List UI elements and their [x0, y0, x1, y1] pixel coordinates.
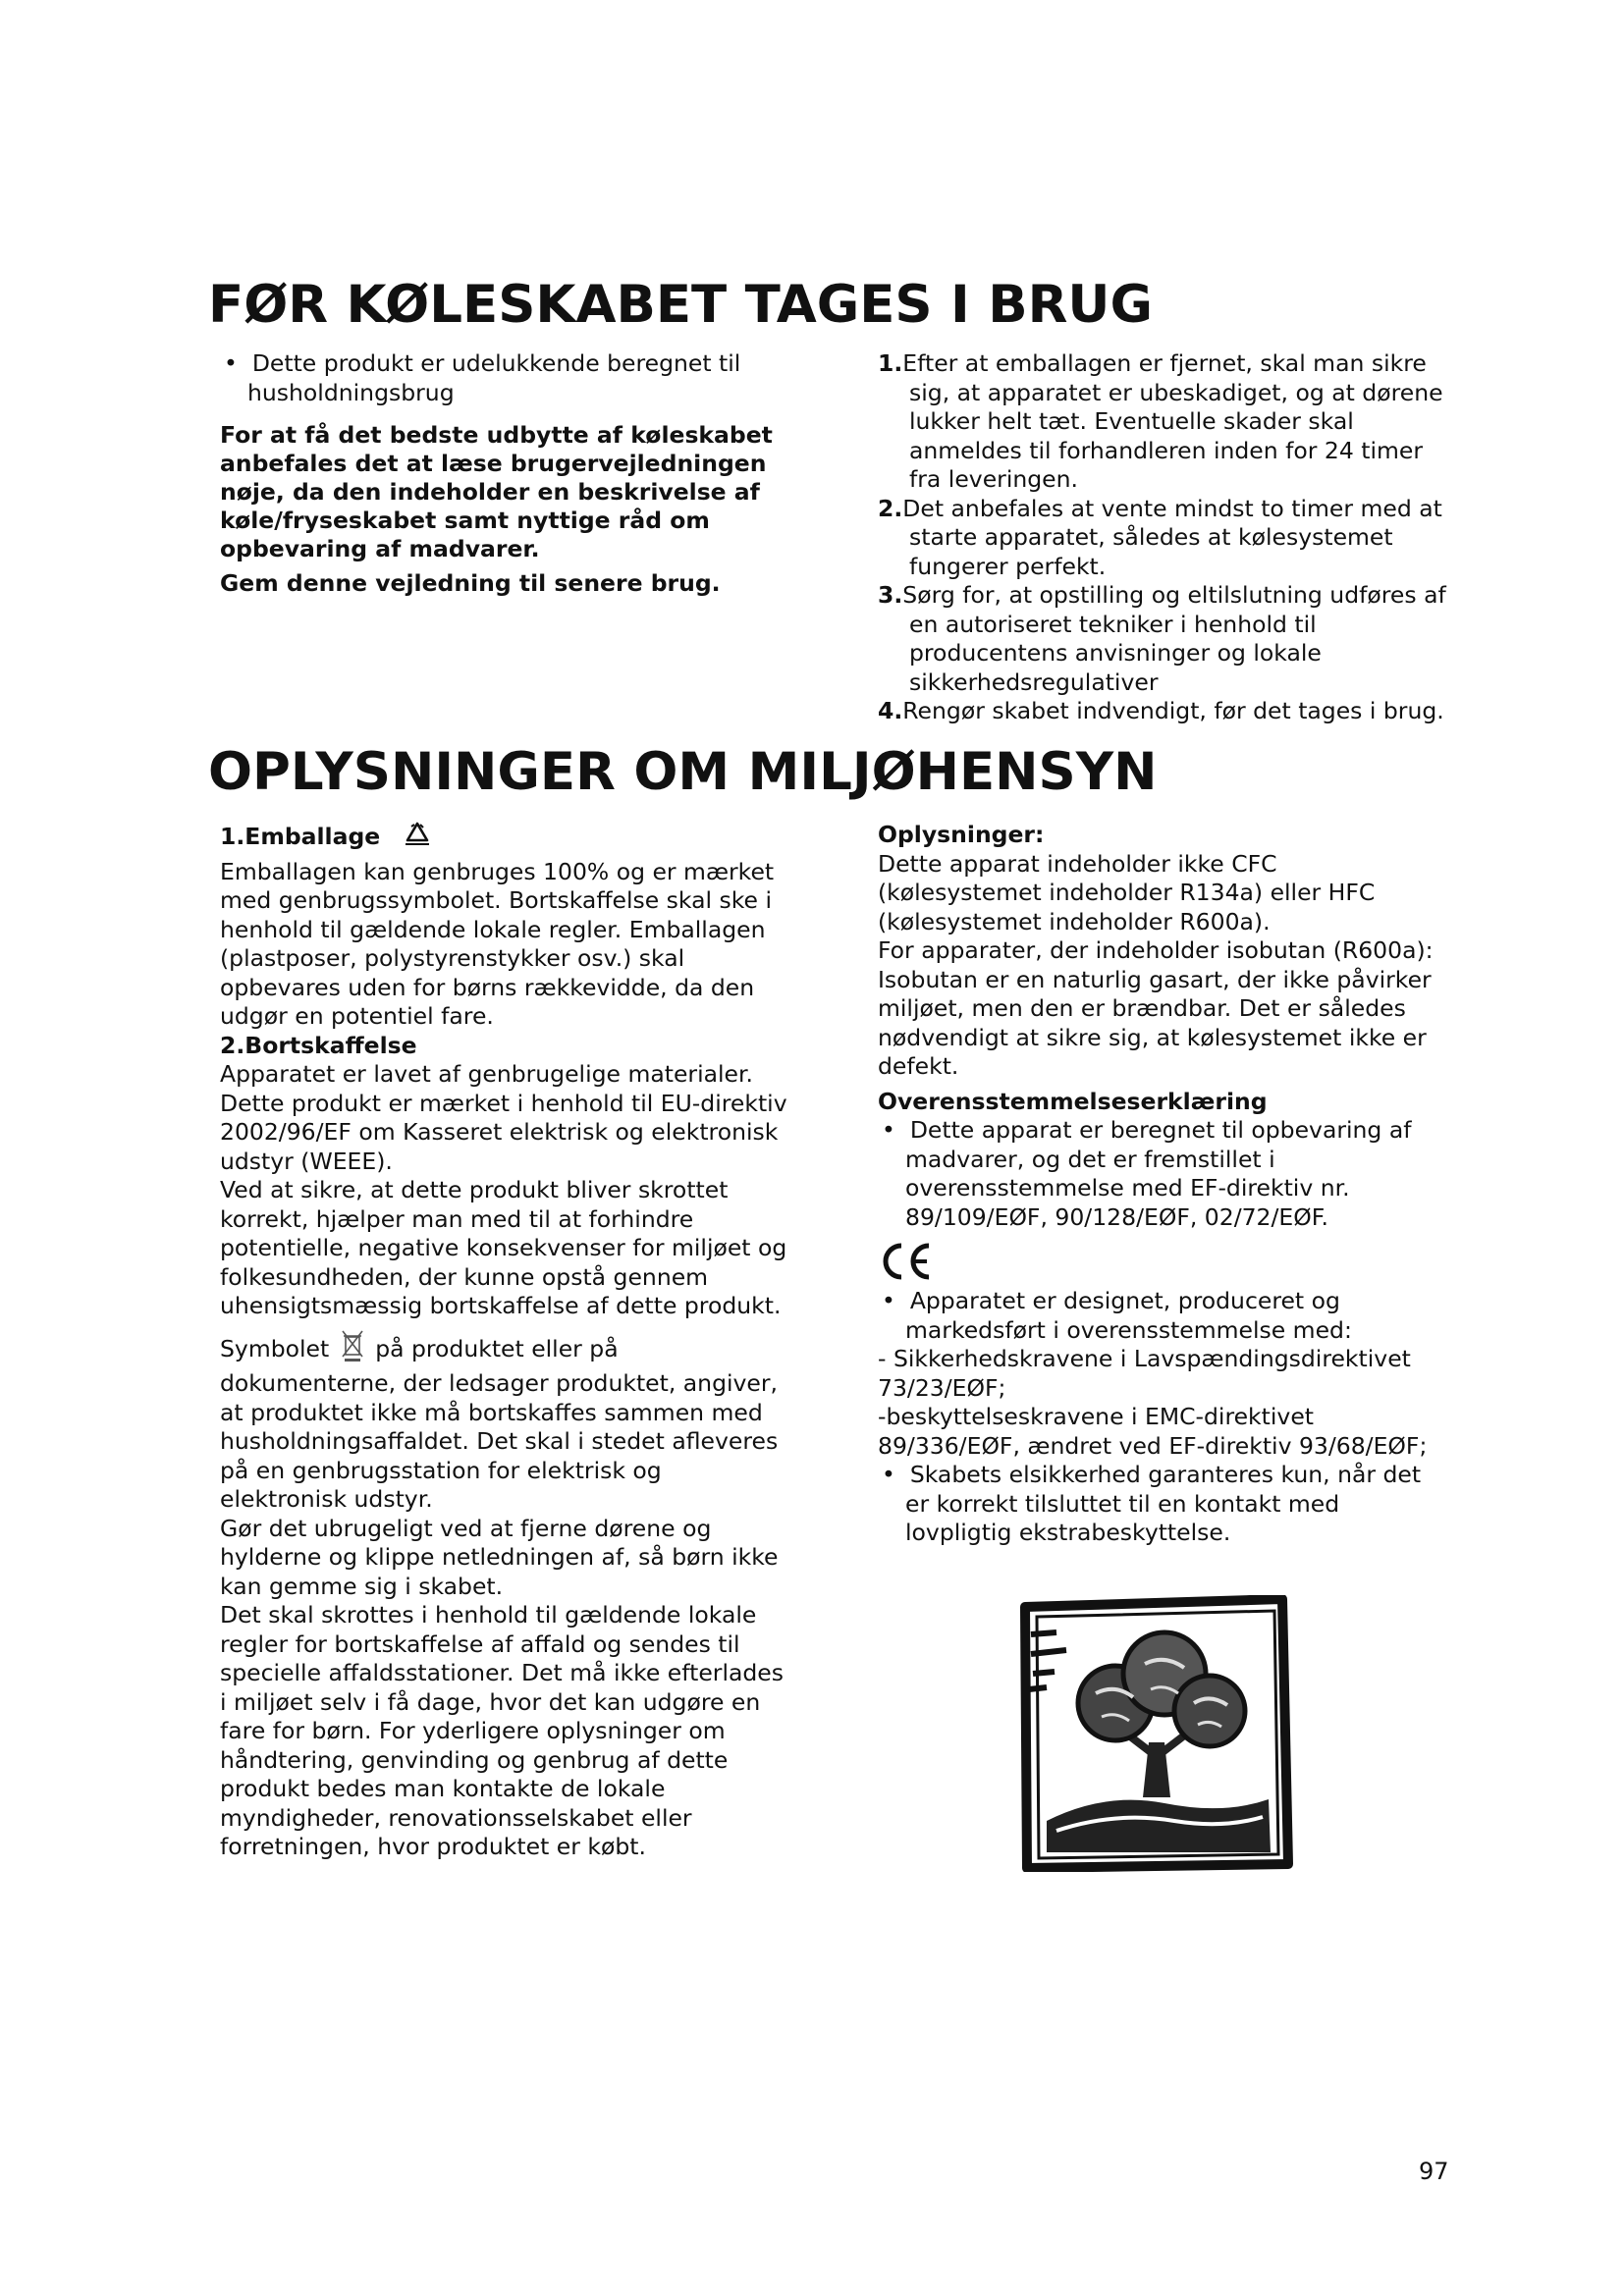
make-unusable-text: Gør det ubrugeligt ved at fjerne dørene og hylderne og klippe netledningen af, så børn ikke kan gemme sig i skabet. [220, 1514, 779, 1600]
section-title-before-use: FØR KØLESKABET TAGES I BRUG [208, 275, 1153, 335]
disposal-paragraph-2: Ved at sikre, at dette produkt bliver skrottet korrekt, hjælper man med til at forhindre potentielle, negative konsekvenser for miljøet og folkesundheden, der kunne opstå gennem uhensigtsmæssig bortskaffelse af dette produkt. [220, 1176, 787, 1319]
recycle-icon [402, 821, 433, 858]
keep-manual-note: Gem denne vejledning til senere brug. [220, 569, 721, 597]
symbol-paragraph: Symbolet på produktet eller på dokumenterne, der ledsager produktet, angiver, at produktet ikke må bortskaffes sammen med husholdningsaffaldet. Det skal i stedet afleveres på en genbrugsstation for elektrisk og elektronisk udstyr. [220, 1329, 789, 1515]
before-use-step-1: 1.Efter at emballagen er fjernet, skal man sikre sig, at apparatet er ubeskadiget, og at dørene lukker helt tæt. Eventuelle skader skal anmeldes til forhandleren inden for 24 timer fra leveringen. [878, 349, 1443, 493]
packaging-heading: 1.Emballage [220, 823, 381, 850]
environment-left-column [220, 821, 789, 1862]
weee-bin-icon [341, 1329, 364, 1370]
scrap-instructions: Det skal skrottes i henhold til gældende lokale regler for bortskaffelse af affald og sendes til specielle affaldsstationer. Det må ikke efterlades i miljøet selv i få dage, hvor det kan udgøre en fare for børn. For yderligere oplysninger om håndtering, genvinding og genbrug af dette produkt bedes man kontakte de lokale myndigheder, renovationsselskabet eller forretningen, hvor produktet er købt. [220, 1601, 785, 1860]
conformity-bullet-3: • Skabets elsikkerhed garanteres kun, når det er korrekt tilsluttet til en kontakt med lovpligtig ekstrabeskyttelse. [882, 1461, 1422, 1546]
disposal-heading: 2.Bortskaffelse [220, 1031, 417, 1059]
before-use-step-3: 3.Sørg for, at opstilling og eltilslutning udføres af en autoriseret tekniker i henhold til producentens anvisninger og lokale sikkerhedsregulativer [878, 581, 1446, 696]
ce-mark [878, 1240, 1447, 1285]
information-heading: Oplysninger: [878, 821, 1045, 848]
conformity-heading: Overensstemmelseserklæring [878, 1087, 1268, 1115]
packaging-heading-row [220, 821, 789, 858]
packaging-text: Emballagen kan genbruges 100% og er mærket med genbrugssymbolet. Bortskaffelse skal ske i henhold til gældende lokale regler. Emballagen (plastposer, polystyrenstykker osv.) skal opbevares uden for børns rækkevidde, da den udgør en potentiel fare. [220, 857, 775, 1030]
before-use-step-2: 2.Det anbefales at vente mindst to timer med at starte apparatet, således at kølesystemet fungerer perfekt. [878, 494, 1442, 580]
information-paragraph-2: For apparater, der indeholder isobutan (R600a): Isobutan er en naturlig gasart, der ikke påvirker miljøet, men den er brændbar. Det er således nødvendigt at sikre sig, at kølesystemet ikke er defekt. [878, 936, 1434, 1080]
environment-right-column [878, 821, 1447, 1548]
before-use-right-column [878, 349, 1447, 726]
before-use-left-column [220, 349, 809, 598]
conformity-bullet-2: • Apparatet er designet, produceret og markedsført i overensstemmelse med: [882, 1287, 1352, 1344]
household-bullet: • Dette produkt er udelukkende beregnet til husholdningsbrug [224, 349, 741, 406]
section-title-environment: OPLYSNINGER OM MILJØHENSYN [208, 742, 1158, 802]
tree-illustration [1017, 1595, 1296, 1872]
information-paragraph-1: Dette apparat indeholder ikke CFC (kølesystemet indeholder R134a) eller HFC (kølesystemet indeholder R600a). [878, 849, 1376, 935]
read-manual-note: For at få det bedste udbytte af køleskabet anbefales det at læse brugervejledningen nøje, da den indeholder en beskrivelse af køle/fryseskabet samt nyttige råd om opbevaring af madvarer. [220, 421, 773, 562]
low-voltage-directive: - Sikkerhedskravene i Lavspændingsdirektivet 73/23/EØF; [878, 1345, 1411, 1402]
conformity-bullet-1: • Dette apparat er beregnet til opbevaring af madvarer, og det er fremstillet i overensstemmelse med EF-direktiv nr. 89/109/EØF, 90/128/EØF, 02/72/EØF. [882, 1116, 1412, 1231]
page-number: 97 [1419, 2158, 1449, 2185]
disposal-paragraph-1: Apparatet er lavet af genbrugelige materialer. Dette produkt er mærket i henhold til EU-direktiv 2002/96/EF om Kasseret elektrisk og elektronisk udstyr (WEEE). [220, 1060, 787, 1175]
before-use-step-4: 4.Rengør skabet indvendigt, før det tages i brug. [878, 697, 1444, 724]
emc-directive: -beskyttelseskravene i EMC-direktivet 89/336/EØF, ændret ved EF-direktiv 93/68/EØF; [878, 1403, 1428, 1460]
